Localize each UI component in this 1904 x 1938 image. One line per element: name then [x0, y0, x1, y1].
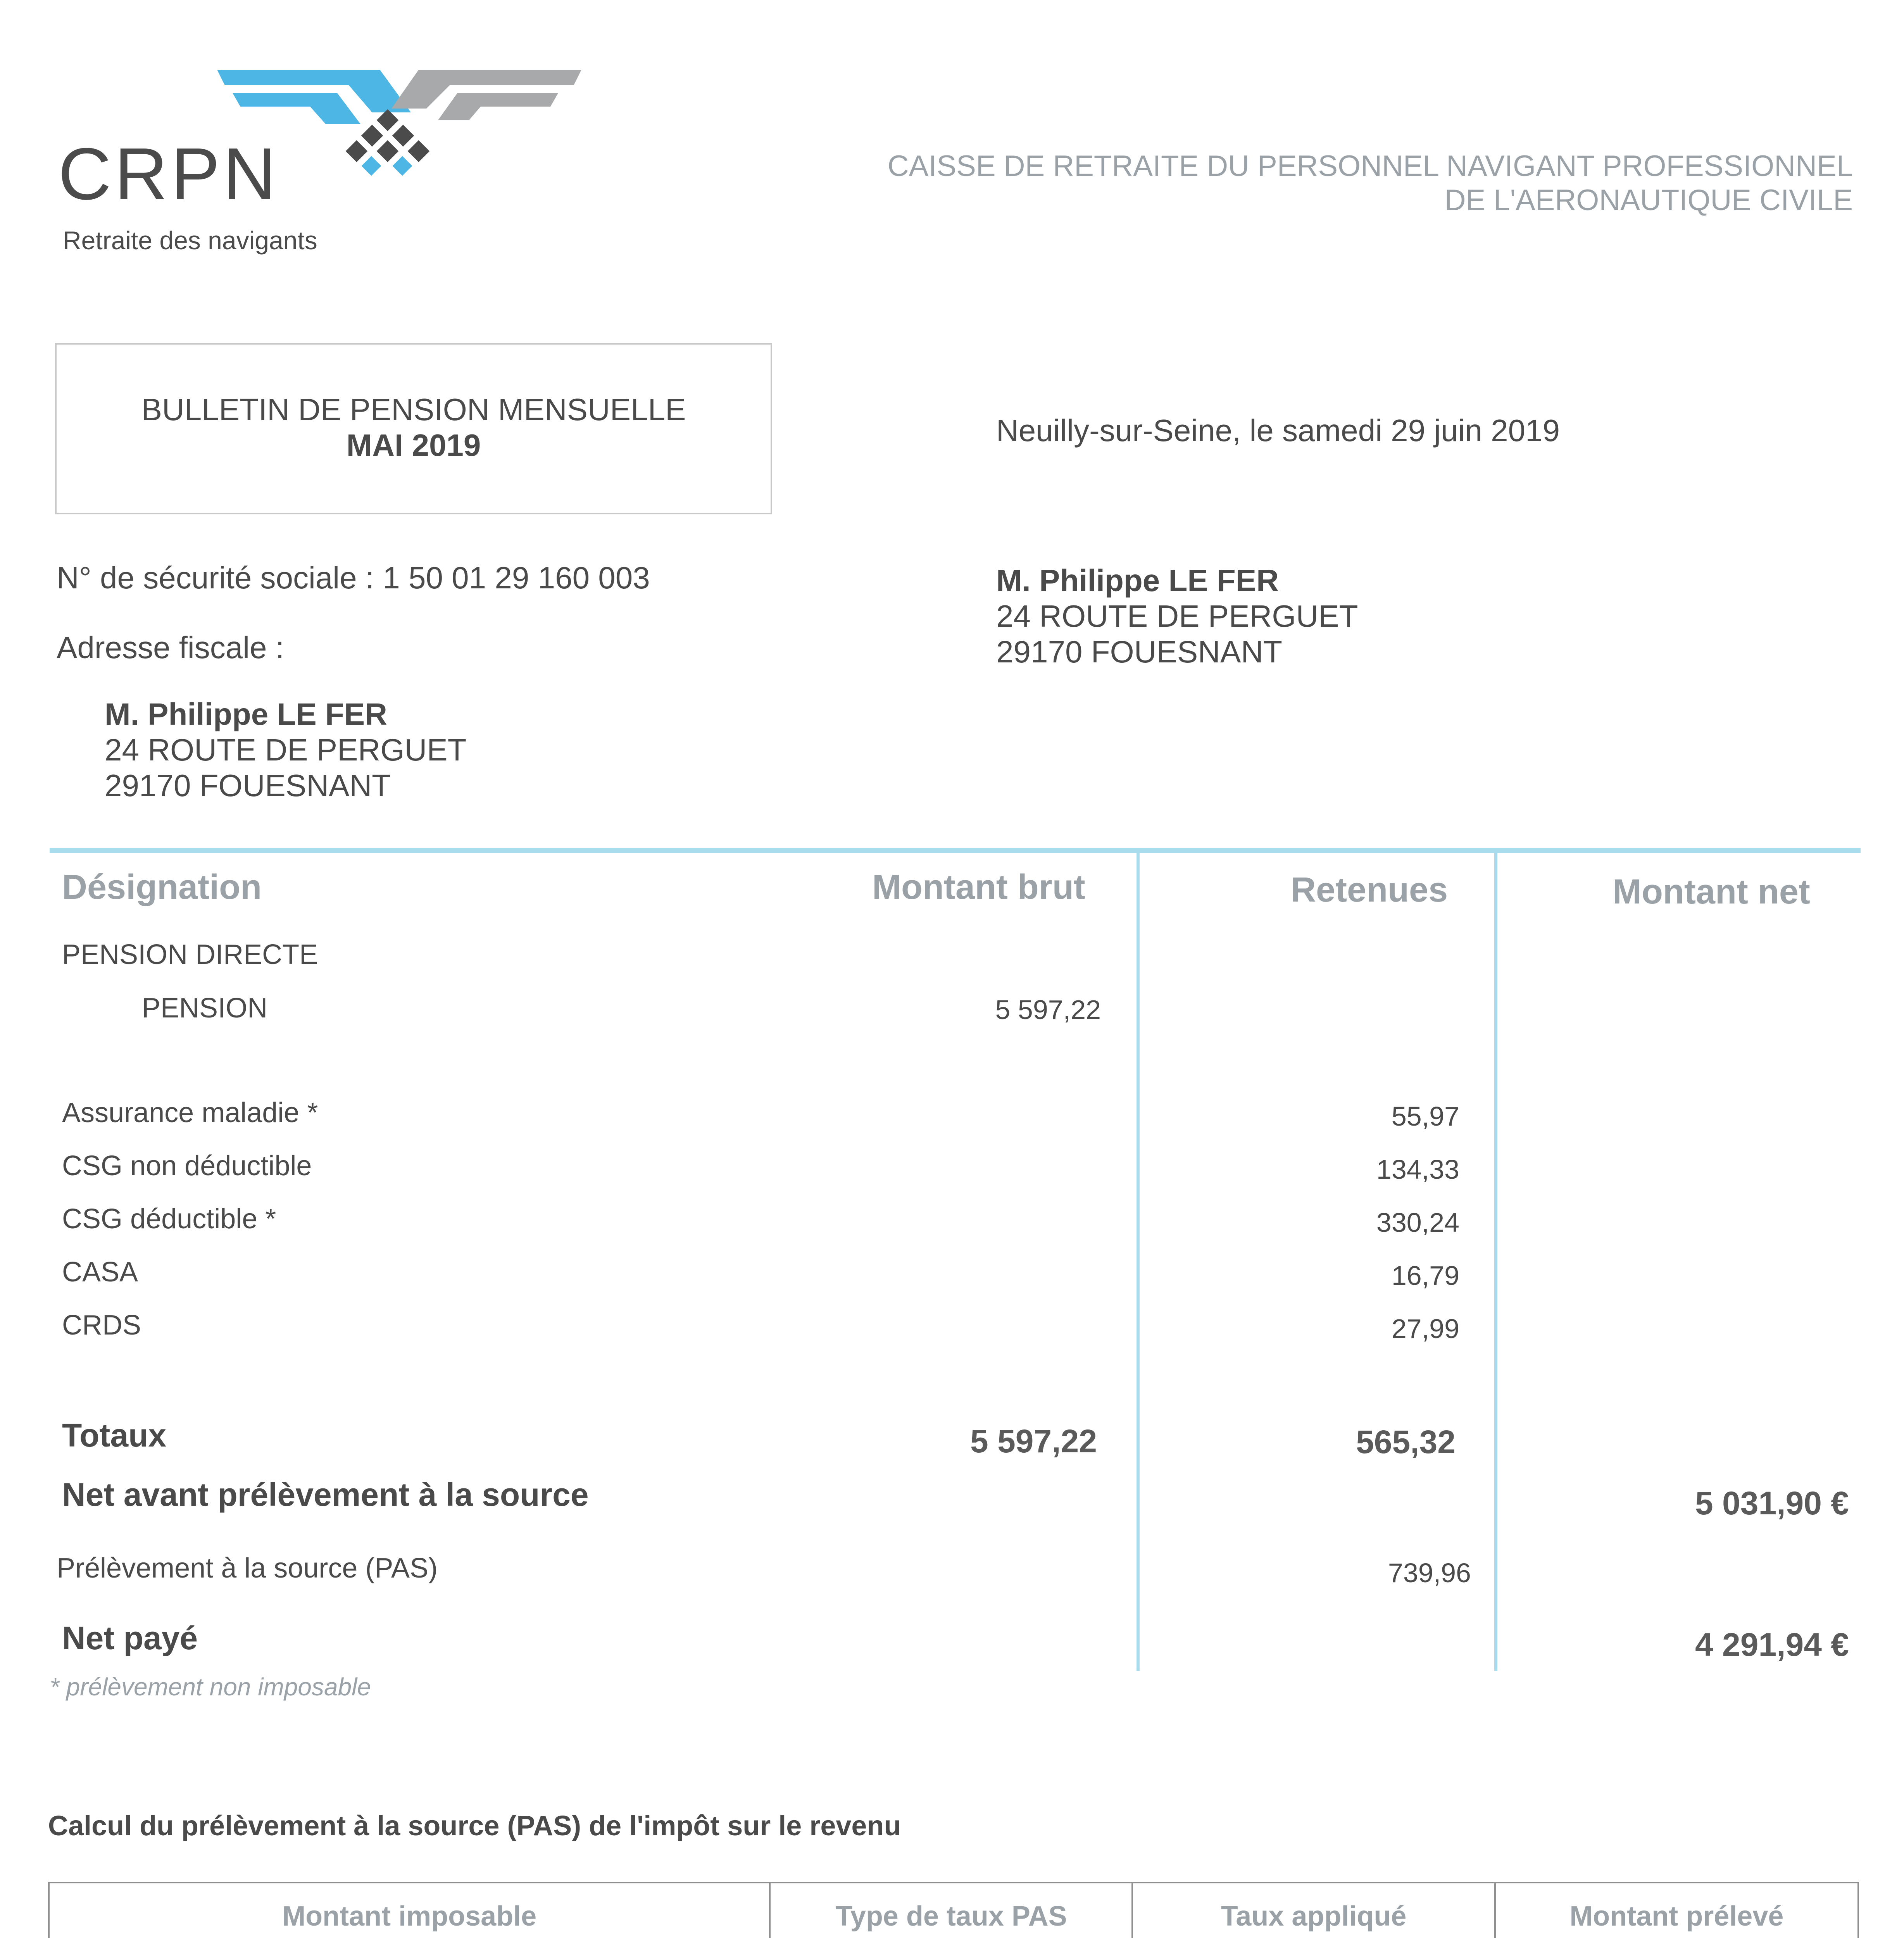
recipient-name: M. Philippe LE FER [996, 563, 1279, 598]
header-montant-net: Montant net [1613, 872, 1810, 911]
footnote-non-imposable: * prélèvement non imposable [50, 1673, 371, 1701]
date-line: Neuilly-sur-Seine, le samedi 29 juin 2019 [996, 413, 1560, 448]
header-designation: Désignation [62, 868, 262, 907]
bulletin-period: MAI 2019 [346, 428, 481, 462]
pas-calc-table [48, 1882, 1859, 1938]
deduction-value: 134,33 [1376, 1154, 1459, 1185]
organisation-line-2: DE L'AERONAUTIQUE CIVILE [1444, 184, 1853, 217]
pas-header-taux-applique: Taux appliqué [1132, 1883, 1495, 1938]
deduction-label: CASA [62, 1257, 138, 1288]
fiscal-address-street: 24 ROUTE DE PERGUET [105, 733, 467, 767]
deduction-value: 27,99 [1391, 1314, 1459, 1344]
section-pension-directe: PENSION DIRECTE [62, 939, 318, 970]
recipient-city: 29170 FOUESNANT [996, 635, 1283, 669]
table-top-rule [50, 848, 1861, 853]
deduction-value: 16,79 [1391, 1260, 1459, 1291]
header-retenues: Retenues [1291, 871, 1448, 909]
column-divider-retenues-net [1494, 851, 1497, 1671]
header-montant-brut: Montant brut [872, 868, 1085, 907]
pension-brut: 5 597,22 [995, 995, 1101, 1025]
deduction-value: 55,97 [1391, 1101, 1459, 1131]
fiscal-address [105, 697, 467, 803]
pas-header-montant-imposable: Montant imposable [49, 1883, 770, 1938]
deduction-label: CSG déductible * [62, 1203, 276, 1235]
bulletin-title-box [55, 343, 772, 514]
recipient-address [996, 563, 1358, 670]
deduction-label: CSG non déductible [62, 1150, 312, 1181]
totaux-retenues: 565,32 [1356, 1424, 1456, 1460]
net-paye-label: Net payé [62, 1620, 198, 1656]
pas-header-montant-preleve: Montant prélevé [1495, 1883, 1858, 1938]
organisation-name [612, 149, 1853, 217]
fiscal-address-name: M. Philippe LE FER [105, 697, 387, 731]
organisation-line-1: CAISSE DE RETRAITE DU PERSONNEL NAVIGANT PROFESSIONNEL [887, 150, 1853, 183]
net-paye-value: 4 291,94 € [1695, 1626, 1849, 1663]
deduction-label: Assurance maladie * [62, 1097, 318, 1128]
fiscal-address-city: 29170 FOUESNANT [105, 768, 391, 803]
recipient-street: 24 ROUTE DE PERGUET [996, 599, 1358, 633]
social-security-number: N° de sécurité sociale : 1 50 01 29 160 003 [57, 560, 650, 595]
pas-label: Prélèvement à la source (PAS) [57, 1553, 438, 1584]
column-divider-brut-retenues [1137, 851, 1140, 1671]
pension-label: PENSION [142, 993, 268, 1024]
logo-name: CRPN [58, 133, 279, 215]
net-avant-value: 5 031,90 € [1695, 1485, 1849, 1521]
deduction-value: 330,24 [1376, 1207, 1459, 1238]
totaux-brut: 5 597,22 [970, 1423, 1097, 1459]
net-avant-label: Net avant prélèvement à la source [62, 1476, 589, 1513]
pas-value: 739,96 [1388, 1558, 1471, 1588]
logo-tagline: Retraite des navigants [63, 226, 317, 255]
pas-calc-title: Calcul du prélèvement à la source (PAS) de l'impôt sur le revenu [48, 1810, 901, 1841]
totaux-label: Totaux [62, 1417, 167, 1454]
deduction-label: CRDS [62, 1310, 141, 1341]
pas-header-type-taux: Type de taux PAS [770, 1883, 1132, 1938]
bulletin-title: BULLETIN DE PENSION MENSUELLE [141, 392, 686, 427]
fiscal-address-label: Adresse fiscale : [57, 630, 284, 665]
